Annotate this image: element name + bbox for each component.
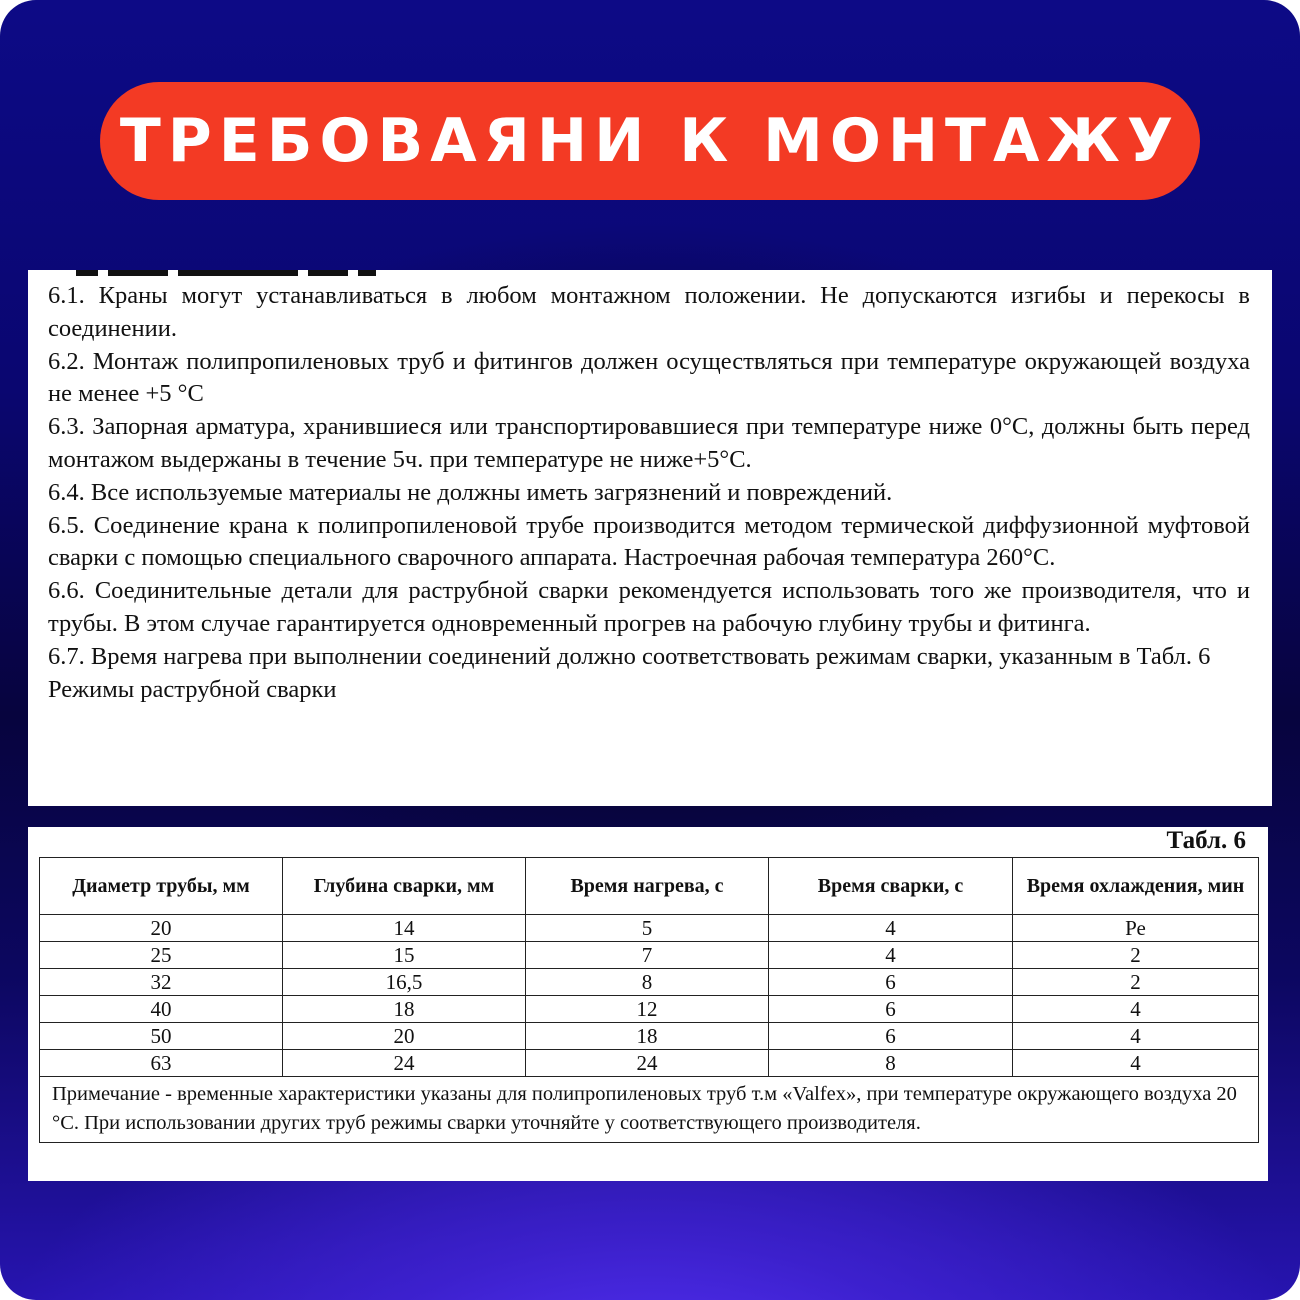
table-cell: 25	[40, 942, 283, 969]
table-cell: 63	[40, 1050, 283, 1077]
table-cell: 24	[526, 1050, 769, 1077]
paragraph-6-5: 6.5. Соединение крана к полипропиленовой трубе производится методом термической диффузионной муфтовой сварки с помощью специального сварочного аппарата. Настроечная рабочая температура 260°С.	[48, 511, 1250, 572]
table-row	[40, 996, 1259, 1023]
table-cell: 2	[1013, 969, 1259, 996]
table-cell: 20	[283, 1023, 526, 1050]
table-cell: 7	[526, 942, 769, 969]
table-cell: 12	[526, 996, 769, 1023]
table-cell: 4	[769, 942, 1013, 969]
paragraph-6-2: 6.2. Монтаж полипропиленовых труб и фитингов должен осуществляться при температуре окружающей воздуха не менее +5 °С	[48, 347, 1250, 408]
table-cell: 18	[283, 996, 526, 1023]
table-row	[40, 1050, 1259, 1077]
table-cell: 40	[40, 996, 283, 1023]
welding-modes-table	[39, 857, 1259, 1143]
header-weld-depth: Глубина сварки, мм	[283, 858, 526, 915]
table-row	[40, 1023, 1259, 1050]
table-header-row	[40, 858, 1259, 915]
table-cell: 5	[526, 915, 769, 942]
table-cell: 50	[40, 1023, 283, 1050]
header-cooling-time: Время охлаждения, мин	[1013, 858, 1259, 915]
table-panel	[28, 827, 1268, 1181]
table-row	[40, 915, 1259, 942]
table-cell: 32	[40, 969, 283, 996]
document-excerpt	[28, 270, 1272, 806]
paragraph-6-1: 6.1. Краны могут устанавливаться в любом монтажном положении. Не допускаются изгибы и перекосы в соединении.	[48, 282, 1250, 342]
table-row	[40, 942, 1259, 969]
table-cell: 6	[769, 969, 1013, 996]
table-cell: 6	[769, 1023, 1013, 1050]
paragraph-6-4: 6.4. Все используемые материалы не должны иметь загрязнений и повреждений.	[48, 478, 893, 506]
table-cell: 8	[526, 969, 769, 996]
table-note-row	[40, 1077, 1259, 1143]
banner-title: ТРЕБОВАЯНИ К МОНТАЖУ	[119, 106, 1181, 176]
table-cell: 18	[526, 1023, 769, 1050]
title-banner	[100, 82, 1200, 200]
table-label: Табл. 6	[1166, 827, 1246, 854]
header-welding-time: Время сварки, с	[769, 858, 1013, 915]
table-cell: 4	[1013, 996, 1259, 1023]
header-heating-time: Время нагрева, с	[526, 858, 769, 915]
table-row	[40, 969, 1259, 996]
table-cell: 14	[283, 915, 526, 942]
document-text	[48, 280, 1250, 706]
paragraph-6-7: 6.7. Время нагрева при выполнении соединений должно соответствовать режимам сварки, указанным в Табл. 6	[48, 642, 1211, 670]
table-caption: Режимы раструбной сварки	[48, 675, 337, 703]
table-note: Примечание - временные характеристики указаны для полипропиленовых труб т.м «Valfex», при температуре окружающего воздуха 20 °С. При использовании других труб режимы сварки уточняйте у соответствующего производителя.	[40, 1077, 1259, 1143]
table-cell: 4	[1013, 1023, 1259, 1050]
table-cell: 2	[1013, 942, 1259, 969]
table-cell: 4	[1013, 1050, 1259, 1077]
cropped-heading-fragment	[76, 270, 456, 276]
table-cell: 8	[769, 1050, 1013, 1077]
paragraph-6-6: 6.6. Соединительные детали для раструбной сварки рекомендуется использовать того же производителя, что и трубы. В этом случае гарантируется одновременный прогрев на рабочую глубину трубы и фитинга.	[48, 577, 1250, 637]
table-cell: 16,5	[283, 969, 526, 996]
paragraph-6-3: 6.3. Запорная арматура, хранившиеся или транспортировавшиеся при температуре ниже 0°С, должны быть перед монтажом выдержаны в течение 5ч. при температуре не ниже+5°С.	[48, 413, 1250, 473]
table-cell: 15	[283, 942, 526, 969]
table-cell: 20	[40, 915, 283, 942]
table-cell: Ре	[1013, 915, 1259, 942]
table-cell: 4	[769, 915, 1013, 942]
header-pipe-diameter: Диаметр трубы, мм	[40, 858, 283, 915]
table-cell: 6	[769, 996, 1013, 1023]
table-cell: 24	[283, 1050, 526, 1077]
